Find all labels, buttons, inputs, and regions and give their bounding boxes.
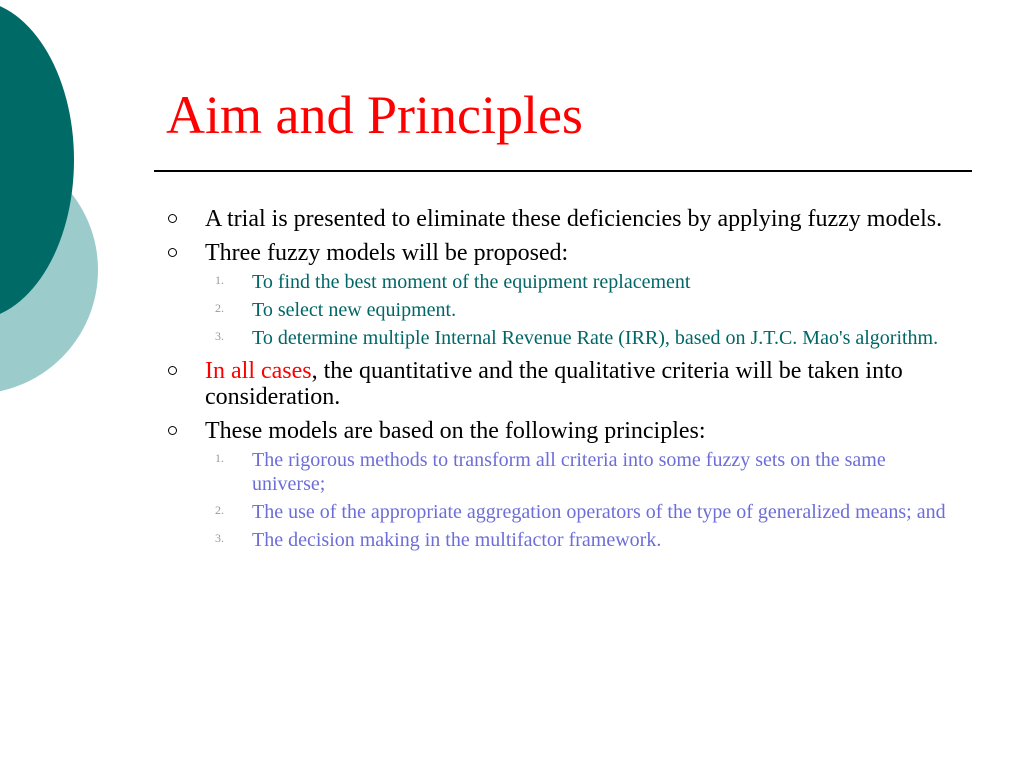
item-number: 2. xyxy=(215,503,224,517)
sublist-item-text: The use of the appropriate aggregation operators of the type of generalized means; and xyxy=(252,501,946,523)
sublist-item-text: The decision making in the multifactor framework. xyxy=(252,529,662,551)
sublist-item-text: To find the best moment of the equipment replacement xyxy=(252,271,691,293)
bullet-item xyxy=(160,240,960,350)
slide-body xyxy=(160,206,960,560)
item-number: 2. xyxy=(215,301,224,315)
hollow-circle-bullet-icon xyxy=(168,366,177,375)
bullet-item xyxy=(160,358,960,410)
slide-title: Aim and Principles xyxy=(166,85,583,145)
hollow-circle-bullet-icon xyxy=(168,248,177,257)
item-number: 3. xyxy=(215,531,224,545)
sublist-item xyxy=(205,326,960,350)
sublist-item-text: To determine multiple Internal Revenue Rate (IRR), based on J.T.C. Mao's algorithm. xyxy=(252,327,939,349)
numbered-sublist xyxy=(205,270,960,350)
bullet-text: These models are based on the following principles: xyxy=(205,418,706,444)
title-underline xyxy=(154,170,972,172)
sublist-item xyxy=(205,500,960,524)
item-number: 1. xyxy=(215,273,224,287)
hollow-circle-bullet-icon xyxy=(168,214,177,223)
sublist-item xyxy=(205,448,960,496)
bullet-text: Three fuzzy models will be proposed: xyxy=(205,240,569,266)
bullet-item xyxy=(160,418,960,552)
item-number: 1. xyxy=(215,451,224,465)
sublist-item-text: The rigorous methods to transform all criteria into some fuzzy sets on the same universe; xyxy=(252,449,886,495)
numbered-sublist xyxy=(205,448,960,552)
hollow-circle-bullet-icon xyxy=(168,426,177,435)
bullet-text: , the quantitative and the qualitative criteria will be taken into consideration. xyxy=(205,358,903,410)
highlighted-text: In all cases xyxy=(205,358,312,384)
sublist-item xyxy=(205,298,960,322)
bullet-item xyxy=(160,206,960,232)
sublist-item xyxy=(205,528,960,552)
sublist-item-text: To select new equipment. xyxy=(252,299,457,321)
bullet-text: A trial is presented to eliminate these deficiencies by applying fuzzy models. xyxy=(205,206,943,232)
bullet-list xyxy=(160,206,960,552)
sublist-item xyxy=(205,270,960,294)
item-number: 3. xyxy=(215,329,224,343)
